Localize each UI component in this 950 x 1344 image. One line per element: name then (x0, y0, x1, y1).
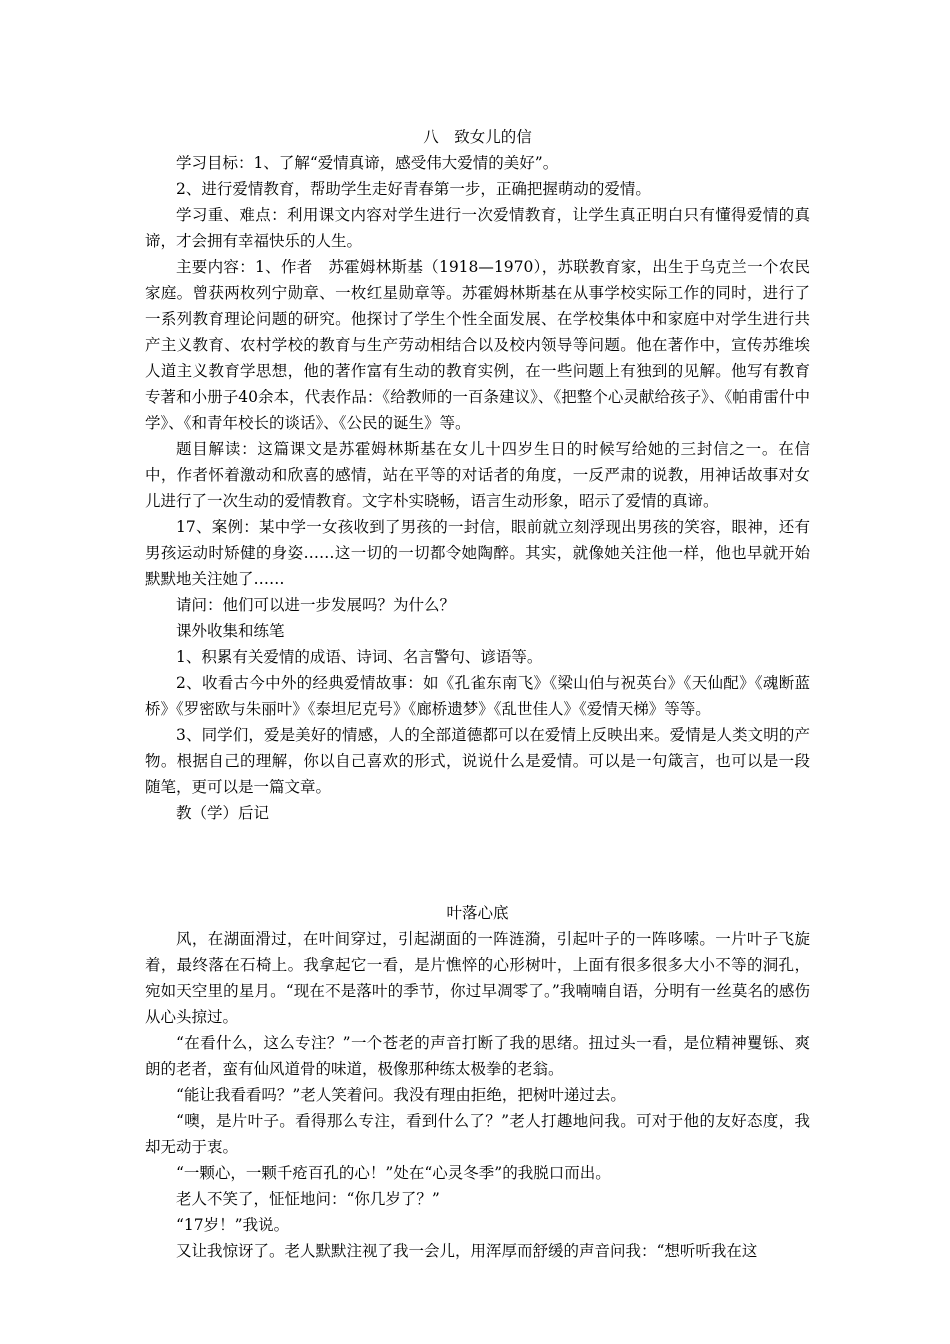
paragraph: 主要内容：1、作者 苏霍姆林斯基（1918—1970），苏联教育家，出生于乌克兰一个农民家庭。曾获两枚列宁勋章、一枚红星勋章等。苏霍姆林斯基在从事学校实际工作的同时，进行了一系列教育理论问题的研究。他探讨了学生个性全面发展、在学校集体中和家庭中对学生进行共产主义教育、农村学校的教育与生产劳动相结合以及校内领导等问题。他在著作中，宣传苏维埃人道主义教育学思想，他的著作富有生动的教育实例，在一些问题上有独到的见解。他写有教育专著和小册子40余本，代表作品：《给教师的一百条建议》、《把整个心灵献给孩子》、《帕甫雷什中学》、《和青年校长的谈话》、《公民的诞生》等。 (145, 258, 810, 432)
paragraph: 课外收集和练笔 (176, 622, 285, 640)
section-title: 八 致女儿的信 (423, 128, 532, 146)
paragraph: 1、积累有关爱情的成语、诗词、名言警句、谚语等。 (176, 648, 543, 666)
paragraph: 老人不笑了，怔怔地问：“你几岁了？” (176, 1190, 440, 1208)
paragraph: 2、收看古今中外的经典爱情故事：如《孔雀东南飞》《梁山伯与祝英台》《天仙配》《魂断蓝桥》《罗密欧与朱丽叶》《泰坦尼克号》《廊桥遗梦》《乱世佳人》《爱情天梯》等等。 (145, 674, 810, 718)
section-spacer (145, 826, 810, 900)
paragraph: 风，在湖面滑过，在叶间穿过，引起湖面的一阵涟漪，引起叶子的一阵哆嗦。一片叶子飞旋着，最终落在石椅上。我拿起它一看，是片憔悴的心形树叶，上面有很多很多大小不等的洞孔，宛如天空里的星月。“现在不是落叶的季节，你过早凋零了。”我喃喃自语，分明有一丝莫名的感伤从心头掠过。 (145, 930, 810, 1026)
paragraph: “噢，是片叶子。看得那么专注，看到什么了？”老人打趣地问我。可对于他的友好态度，我却无动于衷。 (145, 1112, 810, 1156)
document-page (145, 124, 810, 1264)
section-title: 叶落心底 (446, 904, 509, 922)
paragraph: 2、进行爱情教育，帮助学生走好青春第一步，正确把握萌动的爱情。 (176, 180, 651, 198)
paragraph: “在看什么，这么专注？”一个苍老的声音打断了我的思绪。扭过头一看，是位精神矍铄、爽朗的老者，蛮有仙风道骨的味道，极像那种练太极拳的老翁。 (145, 1034, 810, 1078)
paragraph: 3、同学们，爱是美好的情感，人的全部道德都可以在爱情上反映出来。爱情是人类文明的产物。根据自己的理解，你以自己喜欢的形式，说说什么是爱情。可以是一句箴言，也可以是一段随笔，更可以是一篇文章。 (145, 726, 810, 796)
paragraph: “17岁！”我说。 (176, 1216, 290, 1234)
paragraph: 请问：他们可以进一步发展吗？为什么？ (176, 596, 456, 614)
paragraph: 教（学）后记 (176, 804, 270, 822)
paragraph: “一颗心，一颗千疮百孔的心！”处在“心灵冬季”的我脱口而出。 (176, 1164, 611, 1182)
paragraph: 学习目标：1、了解“爱情真谛，感受伟大爱情的美好”。 (176, 154, 559, 172)
paragraph: 学习重、难点：利用课文内容对学生进行一次爱情教育，让学生真正明白只有懂得爱情的真谛，才会拥有幸福快乐的人生。 (145, 206, 810, 250)
paragraph: 17、案例：某中学一女孩收到了男孩的一封信，眼前就立刻浮现出男孩的笑容，眼神，还有男孩运动时矫健的身姿……这一切的一切都令她陶醉。其实，就像她关注他一样，他也早就开始默默地关注她了…… (145, 518, 810, 588)
paragraph: “能让我看看吗？”老人笑着问。我没有理由拒绝，把树叶递过去。 (176, 1086, 626, 1104)
paragraph: 又让我惊讶了。老人默默注视了我一会儿，用浑厚而舒缓的声音问我：“想听听我在这 (176, 1242, 758, 1260)
paragraph: 题目解读：这篇课文是苏霍姆林斯基在女儿十四岁生日的时候写给她的三封信之一。在信中，作者怀着激动和欣喜的感情，站在平等的对话者的角度，一反严肃的说教，用神话故事对女儿进行了一次生动的爱情教育。文字朴实晓畅，语言生动形象，昭示了爱情的真谛。 (145, 440, 810, 510)
